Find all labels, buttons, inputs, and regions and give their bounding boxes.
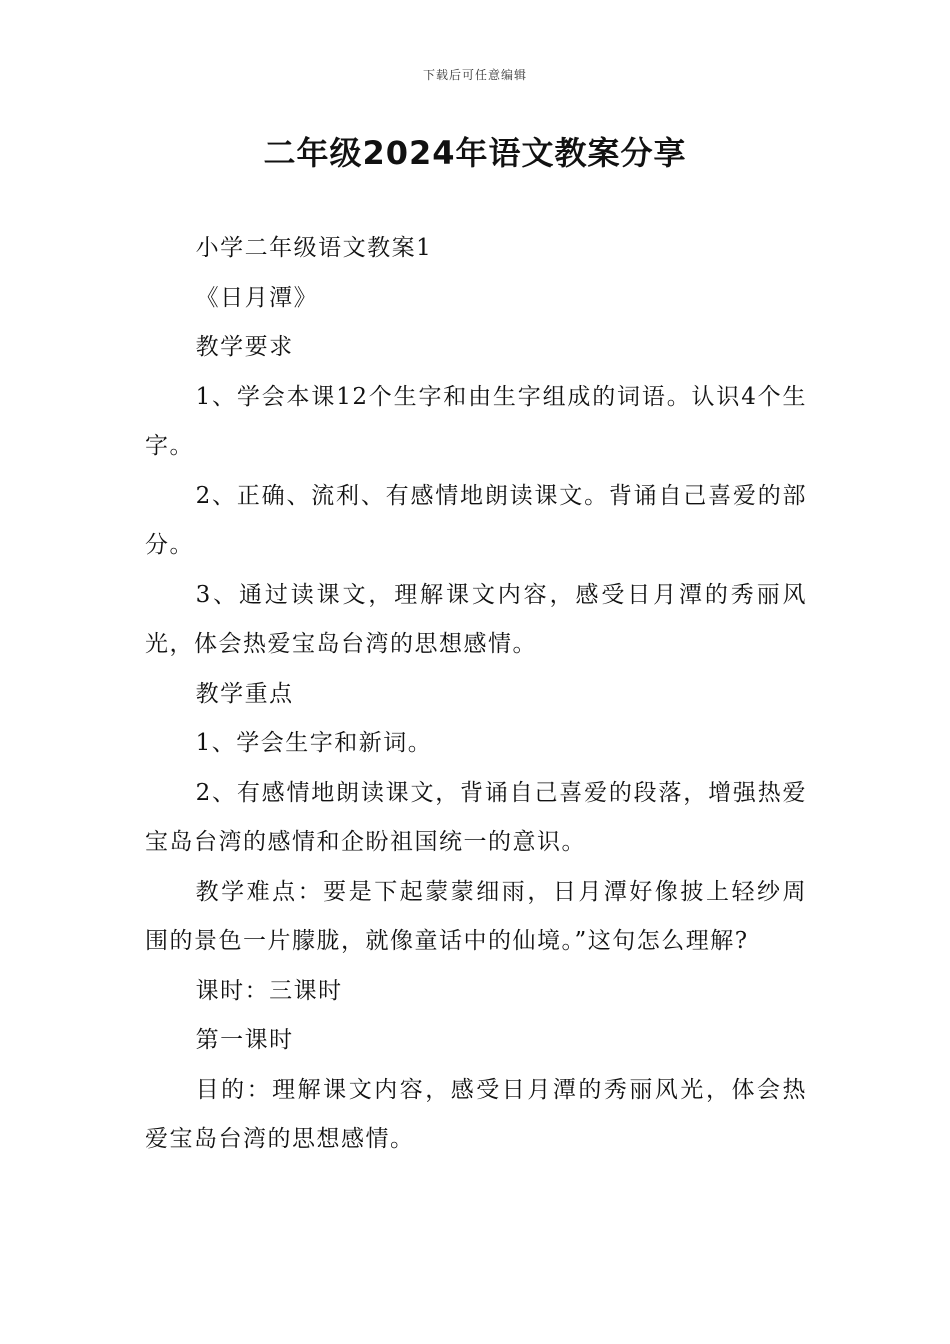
requirement-item: 1、学会本课12个生字和由生字组成的词语。认识4个生字。 — [145, 383, 807, 459]
key-point-item: 1、学会生字和新词。 — [195, 730, 433, 756]
subheading-requirements: 教学要求 — [195, 334, 294, 360]
document-body — [145, 224, 807, 1165]
requirement-item: 2、正确、流利、有感情地朗读课文。背诵自己喜爱的部分。 — [145, 482, 807, 558]
lesson-title: 《日月潭》 — [195, 284, 319, 311]
document-title: 二年级2024年语文教案分享 — [263, 134, 687, 172]
key-point-item: 2、有感情地朗读课文，背诵自己喜爱的段落，增强热爱宝岛台湾的感情和企盼祖国统一的意识。 — [145, 779, 807, 855]
section-heading: 小学二年级语文教案1 — [195, 235, 433, 261]
lesson-hours: 课时：三课时 — [195, 977, 343, 1004]
header-note: 下载后可任意编辑 — [422, 68, 527, 82]
requirement-item: 3、通过读课文，理解课文内容，感受日月潭的秀丽风光，体会热爱宝岛台湾的思想感情。 — [145, 581, 807, 657]
subheading-key-points: 教学重点 — [195, 680, 294, 707]
difficulty-paragraph: 教学难点：要是下起蒙蒙细雨，日月潭好像披上轻纱周围的景色一片朦胧，就像童话中的仙境。”这句怎么理解? — [145, 878, 807, 954]
objective-paragraph: 目的：理解课文内容，感受日月潭的秀丽风光，体会热爱宝岛台湾的思想感情。 — [145, 1076, 807, 1152]
first-lesson-heading: 第一课时 — [195, 1027, 294, 1053]
